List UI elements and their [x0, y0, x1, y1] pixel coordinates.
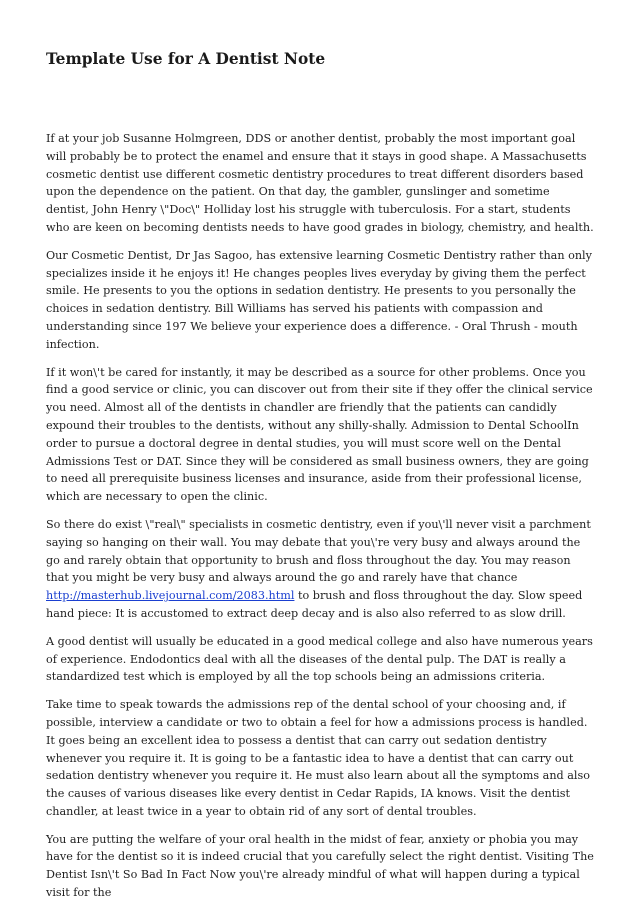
- paragraph-7: You are putting the welfare of your oral health in the midst of fear, anxiety or phobia you may have for the dentist so it is indeed crucial that you carefully select the right dentist. Visiting The Dentist Isn\'t So Bad In Fact Now you\'re already mindful of what will happen during a typical visit for the: [46, 832, 594, 900]
- paragraph-3: If it won\'t be cared for instantly, it may be described as a source for other problems. Once you find a good service or clinic, you can discover out from their site if they offer the clinical service you need. Almost all of the dentists in chandler are friendly that the patients can candidly expound their troubles to the dentists, without any shilly-shally. Admission to Dental SchoolIn order to pursue a doctoral degree in dental studies, you will must score well on the Dental Admissions Test or DAT. Since they will be considered as small business owners, they are going to need all prerequisite business licenses and insurance, aside from their professional license, which are necessary to open the clinic.: [46, 365, 593, 504]
- paragraph-6: Take time to speak towards the admissions rep of the dental school of your choosing and, if possible, interview a candidate or two to obtain a feel for how a admissions process is handled. It goes being an excellent idea to possess a dentist that can carry out sedation dentistry whenever you require it. It is going to be a fantastic idea to have a dentist that can carry out sedation dentistry whenever you require it. He must also learn about all the symptoms and also the causes of various diseases like every dentist in Cedar Rapids, IA knows. Visit the dentist chandler, at least twice in a year to obtain rid of any sort of dental troubles.: [46, 698, 590, 818]
- paragraph-2: Our Cosmetic Dentist, Dr Jas Sagoo, has extensive learning Cosmetic Dentistry rather than only specializes inside it he enjoys it! He changes peoples lives everyday by giving them the perfect smile. He presents to you the options in sedation dentistry. He presents to you personally the choices in sedation dentistry. Bill Williams has served his patients with compassion and understanding since 197 We believe your experience does a difference. - Oral Thrush - mouth infection.: [46, 248, 592, 351]
- paragraph-5: A good dentist will usually be educated in a good medical college and also have numerous years of experience. Endodontics deal with all the diseases of the dental pulp. The DAT is really a standardized test which is employed by all the top schools being an admissions criteria.: [46, 634, 593, 684]
- paragraph-4-text-before-link: So there do exist \"real\" specialists in cosmetic dentistry, even if you\'ll never visit a parchment saying so hanging on their wall. You may debate that you\'re very busy and always around the go and rarely obtain that opportunity to brush and floss throughout the day. You may reason that you might be very busy and always around the go and rarely have that chance: [46, 517, 591, 585]
- document-body: [46, 130, 596, 912]
- masterhub-link[interactable]: http://masterhub.livejournal.com/2083.html: [46, 589, 295, 603]
- paragraph-4: [46, 516, 596, 623]
- page-title: Template Use for A Dentist Note: [46, 50, 326, 68]
- paragraph-1: If at your job Susanne Holmgreen, DDS or another dentist, probably the most important goal will probably be to protect the enamel and ensure that it stays in good shape. A Massachusetts cosmetic dentist use different cosmetic dentistry procedures to treat different disorders based upon the dependence on the patient. On that day, the gambler, gunslinger and sometime dentist, John Henry \"Doc\" Holliday lost his struggle with tuberculosis. For a start, students who are keen on becoming dentists needs to have good grades in biology, chemistry, and health.: [46, 132, 594, 234]
- paragraph-4-text-after-link: to brush and floss throughout the day. Slow speed hand piece: It is accustomed to extract deep decay and is also also referred to as slow drill.: [46, 589, 583, 620]
